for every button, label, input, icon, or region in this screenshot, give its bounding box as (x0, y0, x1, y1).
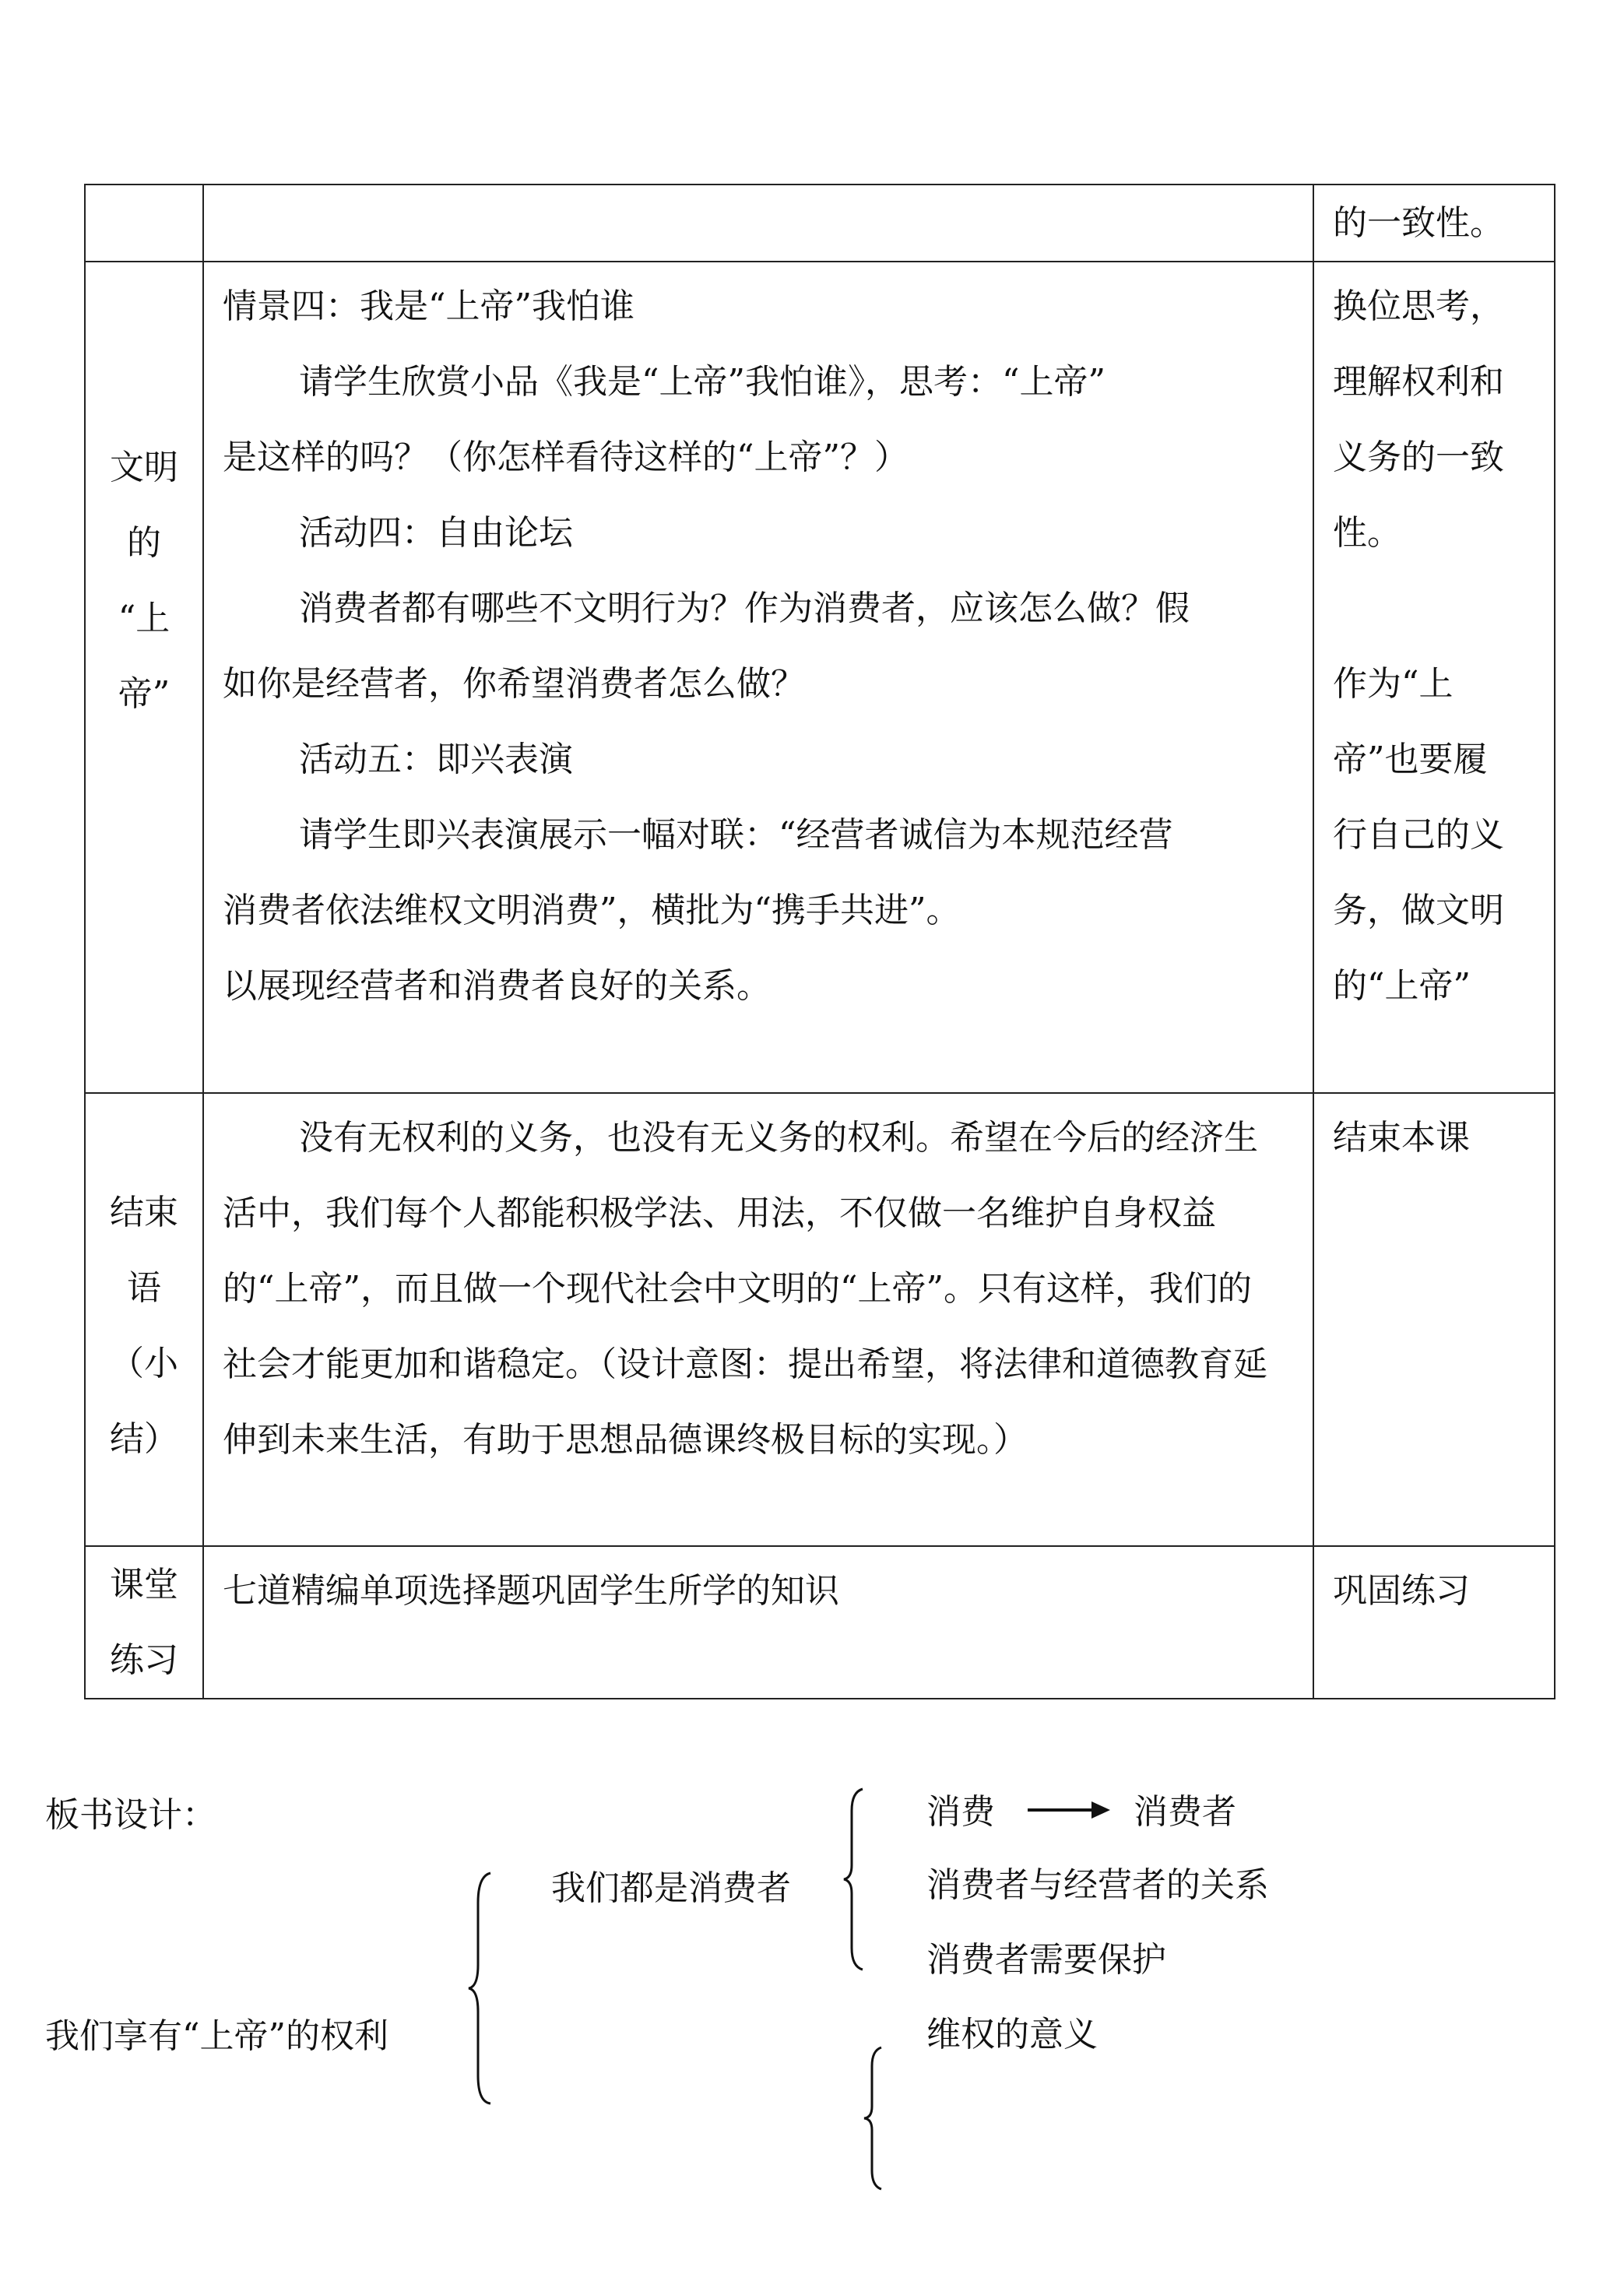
note-line: 结束本课 (1333, 1118, 1470, 1158)
arrow-right-icon (1028, 1798, 1113, 1822)
summary-paragraph: 没有无权利的义务，也没有无义务的权利。希望在今后的经济生活中，我们每个人都能积极学法、用法，不仅做一名维护自身权益的“上帝”，而且做一个现代社会中文明的“上帝”。只有这样，我们的社会才能更加和谐稳定。（设计意图：提出希望，将法律和道德教育延伸到未来生活，有助于思想品德课终极目标的实现。） (223, 1118, 1267, 1460)
row-content-cell (203, 262, 1313, 1093)
row-label-cell (85, 185, 203, 262)
row-content-cell (203, 185, 1313, 262)
lesson-plan-table (84, 184, 1555, 1699)
label-line: 结） (110, 1419, 178, 1459)
scenario-title: 情景四：我是“上帝”我怕谁 (223, 286, 634, 326)
table-row (85, 185, 1555, 262)
activity-title: 活动五：即兴表演 (299, 740, 573, 779)
content-line: 如你是经营者，你希望消费者怎么做？ (223, 664, 805, 704)
content-line: 是这样的吗？（你怎样看待这样的“上帝”？） (223, 438, 909, 477)
note-line: 性。 (1333, 513, 1401, 553)
note-line: 作为“上 (1333, 664, 1454, 704)
board-root-topic: 我们享有“上帝”的权利 (45, 2016, 388, 2056)
note-line: 义务的一致 (1333, 438, 1504, 477)
note-line: 行自己的义 (1333, 815, 1504, 855)
row-note-cell (1313, 1546, 1555, 1699)
content-line: 消费者依法维权文明消费”，横批为“携手共进”。 (223, 891, 961, 930)
content-line: 以展现经营者和消费者良好的关系。 (223, 966, 771, 1006)
label-line: （小 (110, 1344, 178, 1383)
left-brace-icon (841, 1787, 869, 1971)
note-line: 理解权利和 (1333, 362, 1504, 402)
left-brace-icon (861, 2046, 888, 2191)
label-line: 的 (127, 523, 161, 563)
board-branch-consumer: 我们都是消费者 (551, 1868, 791, 1908)
board-leaf-relation: 消费者与经营者的关系 (926, 1865, 1269, 1905)
label-line: 语 (127, 1268, 161, 1308)
board-leaf-consume: 消费 (926, 1792, 995, 1832)
row-note-cell (1313, 262, 1555, 1093)
label-line: 课堂 (110, 1565, 178, 1604)
content-line: 请学生即兴表演展示一幅对联：“经营者诚信为本规范经营 (299, 815, 1173, 855)
label-line: “上 (118, 599, 170, 638)
row-note-cell (1313, 185, 1555, 262)
row-content-cell (203, 1093, 1313, 1546)
note-line: 的“上帝” (1333, 966, 1471, 1006)
label-line: 练习 (110, 1640, 178, 1680)
board-leaf-meaning: 维权的意义 (926, 2015, 1098, 2054)
table-row (85, 262, 1555, 1093)
board-leaf-protect: 消费者需要保护 (926, 1940, 1166, 1980)
table-row (85, 1093, 1555, 1546)
row-label-cell (85, 1093, 203, 1546)
row-label-cell (85, 1546, 203, 1699)
board-leaf-consumer: 消费者 (1134, 1792, 1236, 1832)
row-note-cell (1313, 1093, 1555, 1546)
note-line: 的一致性。 (1333, 203, 1504, 243)
board-title: 板书设计： (45, 1795, 216, 1835)
content-line: 七道精编单项选择题巩固学生所学的知识 (223, 1571, 839, 1611)
content-line: 请学生欣赏小品《我是“上帝”我怕谁》，思考：“上帝” (299, 362, 1106, 402)
table-row (85, 1546, 1555, 1699)
row-label-cell (85, 262, 203, 1093)
content-line: 消费者都有哪些不文明行为？作为消费者，应该怎么做？假 (299, 589, 1190, 628)
label-line: 帝” (118, 674, 170, 714)
note-line: 帝”也要履 (1333, 740, 1488, 779)
note-line: 巩固练习 (1333, 1571, 1470, 1611)
label-line: 结束 (110, 1193, 178, 1232)
row-content-cell (203, 1546, 1313, 1699)
activity-title: 活动四：自由论坛 (299, 513, 573, 553)
note-line: 务，做文明 (1333, 891, 1504, 930)
label-line: 文明 (110, 448, 178, 487)
left-brace-icon (467, 1871, 498, 2105)
note-spacer (1333, 571, 1541, 646)
note-line: 换位思考， (1333, 286, 1504, 326)
